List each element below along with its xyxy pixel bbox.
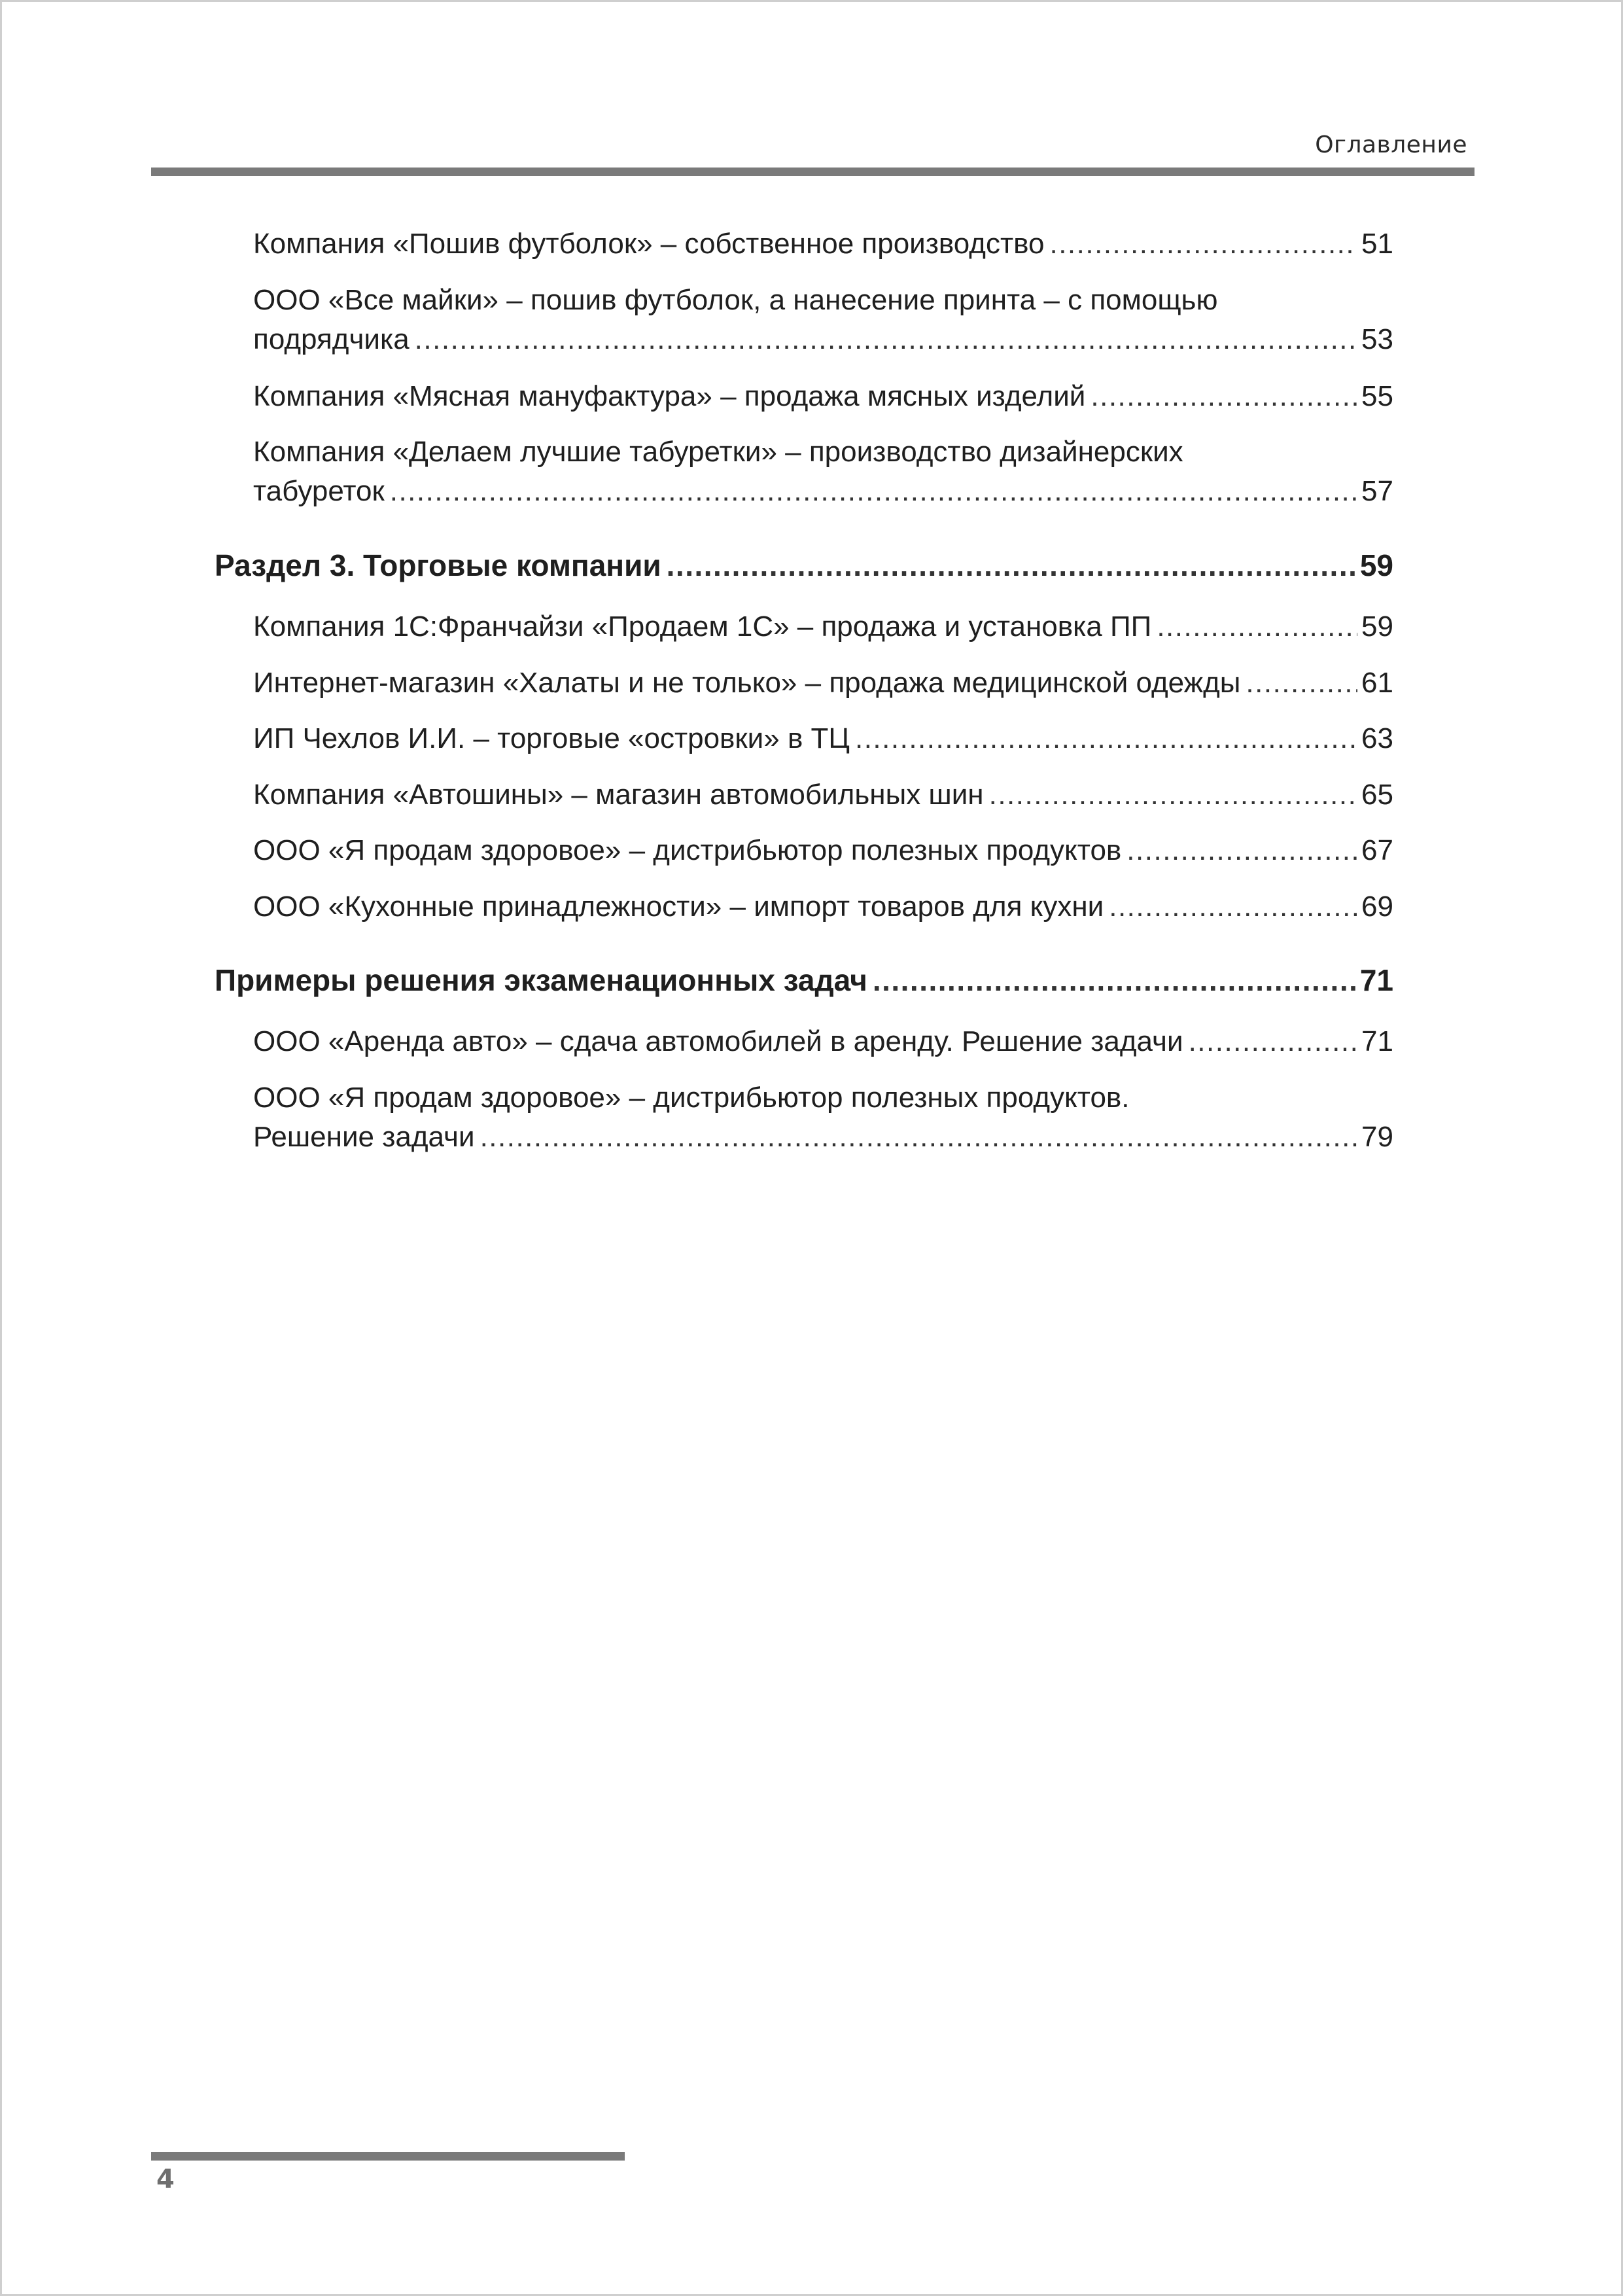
toc-page-number: 63 [1361, 722, 1393, 754]
toc-entry-title: Интернет-магазин «Халаты и не только» – продажа медицинской одежды [253, 667, 1241, 699]
toc-entry-title: Компания «Делаем лучшие табуретки» – производство дизайнерских [253, 436, 1183, 468]
dot-leader [855, 719, 1357, 758]
toc-section-entry[interactable] [215, 546, 1393, 585]
dot-leader [1109, 887, 1357, 927]
toc-entry-title: Компания «Мясная мануфактура» – продажа мясных изделий [253, 380, 1086, 412]
toc-entry[interactable] [253, 1022, 1393, 1061]
toc-entry-title: ООО «Кухонные принадлежности» – импорт товаров для кухни [253, 891, 1104, 923]
running-head-title: Оглавление [1315, 132, 1467, 158]
toc-entry-title-continued: табуреток [253, 475, 385, 507]
dot-leader [989, 775, 1357, 815]
toc-entry[interactable] [253, 775, 1393, 815]
dot-leader [873, 961, 1356, 1000]
toc-entry[interactable] [253, 377, 1393, 416]
toc-section-title: Раздел 3. Торговые компании [215, 548, 661, 582]
toc-entry[interactable] [253, 887, 1393, 927]
toc-page-number: 59 [1359, 548, 1393, 582]
toc-page-number: 53 [1361, 323, 1393, 355]
toc-page-number: 65 [1361, 779, 1393, 811]
dot-leader [1126, 831, 1357, 870]
toc-entry-title: ООО «Я продам здоровое» – дистрибьютор полезных продуктов [253, 834, 1122, 866]
dot-leader [390, 472, 1357, 511]
dot-leader [667, 546, 1356, 585]
dot-leader [415, 320, 1357, 359]
toc-entry-title: ООО «Аренда авто» – сдача автомобилей в аренду. Решение задачи [253, 1025, 1183, 1057]
toc-entry[interactable] [253, 224, 1393, 264]
toc-entry[interactable] [253, 433, 1393, 511]
toc-page-number: 69 [1361, 891, 1393, 923]
toc-page-number: 61 [1361, 667, 1393, 699]
dot-leader [480, 1118, 1357, 1157]
dot-leader [1049, 224, 1357, 264]
toc-entry[interactable] [253, 831, 1393, 870]
header-rule [151, 168, 1475, 176]
toc-entry-title: Компания 1С:Франчайзи «Продаем 1С» – продажа и установка ПП [253, 610, 1152, 643]
toc-entry[interactable] [253, 663, 1393, 703]
toc-page-number: 55 [1361, 380, 1393, 412]
toc-entry-title: Компания «Автошины» – магазин автомобильных шин [253, 779, 984, 811]
toc-section-title: Примеры решения экзаменационных задач [215, 963, 867, 997]
page-number: 4 [156, 2164, 175, 2195]
dot-leader [1246, 663, 1357, 703]
toc-page-number: 71 [1361, 1025, 1393, 1057]
toc-page-number: 57 [1361, 475, 1393, 507]
toc-entry[interactable] [253, 719, 1393, 758]
toc-page-number: 67 [1361, 834, 1393, 866]
toc-entry-title-continued: подрядчика [253, 323, 410, 355]
toc-entry-title: ИП Чехлов И.И. – торговые «островки» в ТЦ [253, 722, 850, 754]
toc-page-number: 59 [1361, 610, 1393, 643]
toc-entry-title: ООО «Все майки» – пошив футболок, а нанесение принта – с помощью [253, 284, 1218, 316]
toc-entry-title: ООО «Я продам здоровое» – дистрибьютор полезных продуктов. [253, 1082, 1130, 1114]
toc-entry[interactable] [253, 1078, 1393, 1157]
toc-section-entry[interactable] [215, 961, 1393, 1000]
dot-leader [1157, 607, 1357, 646]
footer-rule [151, 2152, 625, 2161]
dot-leader [1091, 377, 1357, 416]
dot-leader [1189, 1022, 1357, 1061]
toc-page-number: 71 [1359, 963, 1393, 997]
toc-entry-title-continued: Решение задачи [253, 1121, 475, 1153]
toc-entry[interactable] [253, 607, 1393, 646]
toc-page-number: 79 [1361, 1121, 1393, 1153]
toc-entry-title: Компания «Пошив футболок» – собственное производство [253, 228, 1045, 260]
toc-entry[interactable] [253, 281, 1393, 359]
toc-page-number: 51 [1361, 228, 1393, 260]
